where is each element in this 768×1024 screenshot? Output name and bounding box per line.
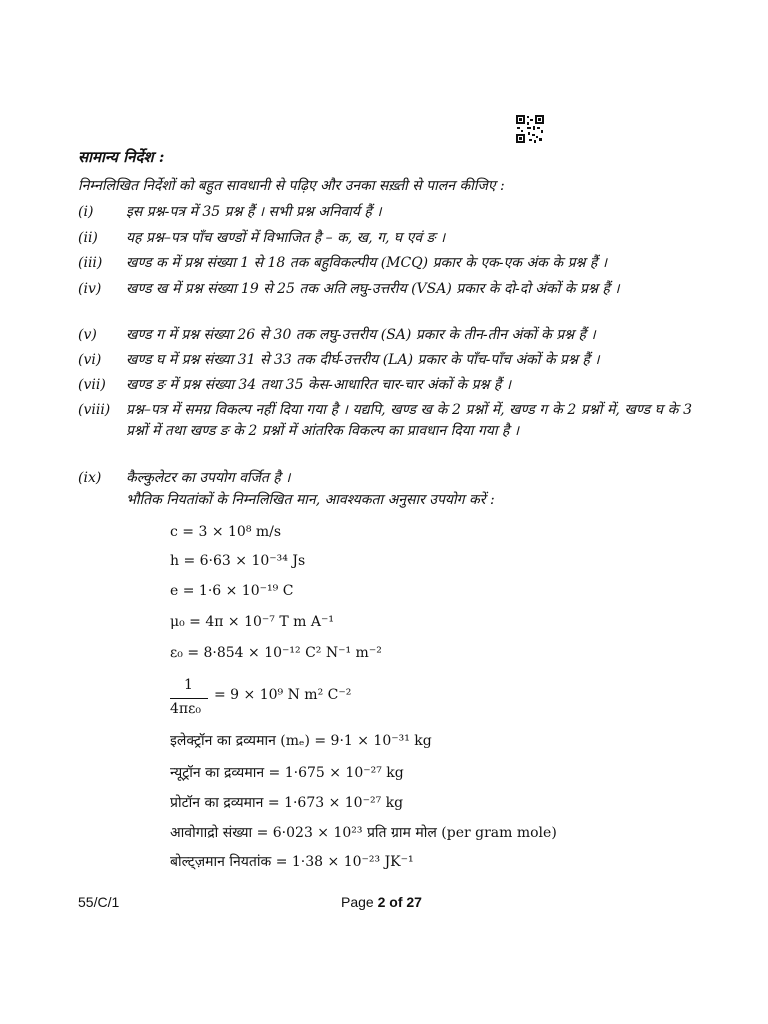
instruction-item <box>78 253 692 274</box>
instruction-text: प्रश्न–पत्र में समग्र विकल्प नहीं दिया गया है । यद्यपि, खण्ड ख के 2 प्रश्नों में, खण्ड ग के 2 प्रश्नों में, खण्ड घ के 3 प्रश्नों में तथा खण्ड ङ के 2 प्रश्नों में आंतरिक विकल्प का प्रावधान दिया गया है । <box>126 402 692 439</box>
fraction-bar <box>170 698 208 699</box>
instruction-item <box>78 202 692 223</box>
neutron-mass: न्यूट्रॉन का द्रव्यमान = 1·675 × 10⁻²⁷ kg <box>170 765 404 781</box>
instruction-number: (ii) <box>78 230 98 246</box>
instruction-number: (vi) <box>78 352 102 368</box>
page-prefix: Page <box>341 894 378 910</box>
constant-planck: h = 6·63 × 10⁻³⁴ Js <box>170 553 306 569</box>
instruction-text: खण्ड क में प्रश्न संख्या 1 से 18 तक बहुविकल्पीय (MCQ) प्रकार के एक-एक अंक के प्रश्न हैं । <box>126 255 608 271</box>
constant-speed-of-light: c = 3 × 10⁸ m/s <box>170 524 282 540</box>
paper-code: 55/C/1 <box>78 894 120 910</box>
avogadro-number: आवोगाद्रो संख्या = 6·023 × 10²³ प्रति ग्राम मोल (per gram mole) <box>170 825 557 841</box>
intro-text: निम्नलिखित निर्देशों को बहुत सावधानी से पढ़िए और उनका सख़्ती से पालन कीजिए : <box>78 178 505 194</box>
fraction-rhs: = 9 × 10⁹ N m² C⁻² <box>214 687 352 703</box>
constant-electron-charge: e = 1·6 × 10⁻¹⁹ C <box>170 583 294 599</box>
instruction-number: (vii) <box>78 377 106 393</box>
constant-permeability: μ₀ = 4π × 10⁻⁷ T m A⁻¹ <box>170 614 334 630</box>
instruction-item <box>78 400 692 442</box>
instruction-text: खण्ड ग में प्रश्न संख्या 26 से 30 तक लघु-उत्तरीय (SA) प्रकार के तीन-तीन अंकों के प्रश्न हैं । <box>126 327 596 343</box>
instruction-text: इस प्रश्न-पत्र में 35 प्रश्न हैं । सभी प्रश्न अनिवार्य हैं । <box>126 204 382 220</box>
instruction-text: खण्ड घ में प्रश्न संख्या 31 से 33 तक दीर्घ-उत्तरीय (LA) प्रकार के पाँच-पाँच अंकों के प्रश्न हैं । <box>126 352 600 368</box>
instruction-number: (v) <box>78 327 97 343</box>
section-heading: सामान्य निर्देश : <box>78 148 165 166</box>
electron-mass: इलेक्ट्रॉन का द्रव्यमान (mₑ) = 9·1 × 10⁻³¹ kg <box>170 733 432 749</box>
instruction-number: (viii) <box>78 402 111 418</box>
boltzmann-constant: बोल्ट्ज़मान नियतांक = 1·38 × 10⁻²³ JK⁻¹ <box>170 854 414 870</box>
instruction-item <box>78 375 692 396</box>
constant-permittivity: ε₀ = 8·854 × 10⁻¹² C² N⁻¹ m⁻² <box>170 645 382 661</box>
instruction-text: यह प्रश्न–पत्र पाँच खण्डों में विभाजित है – क, ख, ग, घ एवं ङ । <box>126 230 446 246</box>
page-number <box>341 894 422 910</box>
instruction-number: (i) <box>78 204 94 220</box>
page-of: of <box>385 894 407 910</box>
instruction-number: (ix) <box>78 470 102 486</box>
proton-mass: प्रोटॉन का द्रव्यमान = 1·673 × 10⁻²⁷ kg <box>170 795 404 811</box>
fraction-denominator: 4πε₀ <box>170 701 201 717</box>
instruction-item <box>78 350 692 371</box>
instruction-item <box>78 468 692 489</box>
instruction-text: खण्ड ख में प्रश्न संख्या 19 से 25 तक अति लघु-उत्तरीय (VSA) प्रकार के दो-दो अंकों के प्रश्न हैं । <box>126 281 620 297</box>
instruction-item <box>78 279 692 300</box>
instruction-item <box>78 228 692 249</box>
constants-intro: भौतिक नियतांकों के निम्नलिखित मान, आवश्यकता अनुसार उपयोग करें : <box>126 492 495 508</box>
page-total: 27 <box>406 894 422 910</box>
qr-code-icon <box>515 114 545 144</box>
instruction-text: खण्ड ङ में प्रश्न संख्या 34 तथा 35 केस-आधारित चार-चार अंकों के प्रश्न हैं । <box>126 377 512 393</box>
instruction-number: (iii) <box>78 255 103 271</box>
instruction-text: कैल्कुलेटर का उपयोग वर्जित है । <box>126 470 291 486</box>
instruction-item <box>78 325 692 346</box>
page-current: 2 <box>377 894 386 910</box>
fraction-numerator: 1 <box>184 677 193 693</box>
instruction-number: (iv) <box>78 281 102 297</box>
